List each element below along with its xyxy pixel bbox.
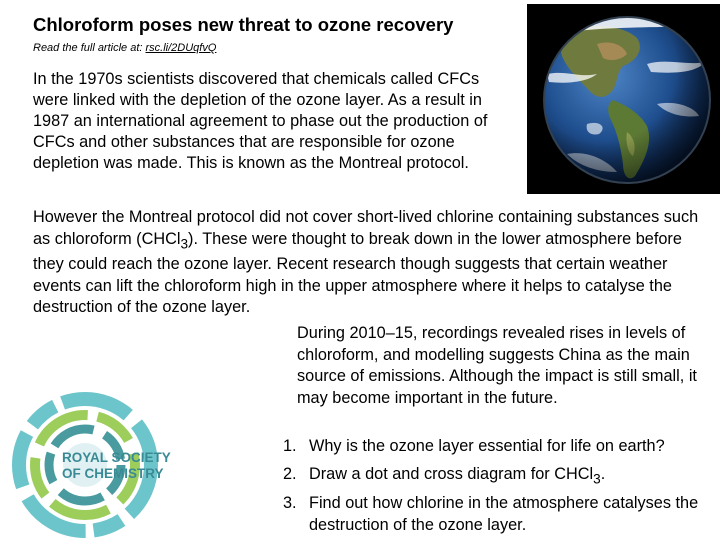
article-link-line (33, 42, 216, 54)
question-text (309, 464, 719, 490)
question-text: Find out how chlorine in the atmosphere catalyses the destruction of the ozone layer. (309, 494, 699, 534)
question-number: 1. (283, 437, 297, 455)
earth-image (527, 4, 720, 194)
logo-line2: OF CHEMISTRY (62, 466, 164, 481)
question-2 (283, 464, 719, 486)
question-text-after: . (600, 465, 606, 483)
earth-globe-icon (527, 4, 720, 194)
montreal-text-after: ). These were thought to break down in the lower atmosphere before they could reach the ozone layer. Recent research though suggests that certain weather events can lift the chloroform high in the upper atmosphere where it helps to catalyse the destruction of the ozone layer. (33, 229, 682, 317)
article-link[interactable]: rsc.li/2DUqfvQ (145, 42, 217, 54)
article-title: Chloroform poses new threat to ozone recovery (33, 14, 454, 35)
question-number: 2. (283, 465, 297, 483)
logo-line1: ROYAL SOCIETY (62, 450, 171, 465)
intro-paragraph: In the 1970s scientists discovered that chemicals called CFCs were linked with the depletion of the ozone layer. As a result in 1987 an international agreement to phase out the production of CFCs and other substances that are responsible for ozone depletion was made. This is known as the Montreal protocol. (33, 70, 488, 172)
question-number: 3. (283, 494, 297, 512)
formula-subscript: 3 (180, 235, 189, 251)
formula-subscript: 3 (593, 471, 601, 487)
rsc-logo-mark-icon (0, 390, 210, 540)
question-3 (283, 493, 719, 537)
question-1 (283, 436, 719, 458)
montreal-paragraph (33, 207, 713, 319)
montreal-text-before: However the Montreal protocol did not cover short-lived chlorine containing substances such as chloroform (CHCl (33, 208, 699, 248)
question-text: Why is the ozone layer essential for life on earth? (309, 437, 665, 455)
research-paragraph: During 2010–15, recordings revealed rises in levels of chloroform, and modelling suggests China as the main source of emissions. Although the impact is still small, it may become important in the future. (297, 324, 697, 407)
link-prefix: Read the full article at: (33, 42, 146, 54)
question-text-before: Draw a dot and cross diagram for CHCl (309, 465, 594, 483)
rsc-logo (0, 390, 210, 540)
